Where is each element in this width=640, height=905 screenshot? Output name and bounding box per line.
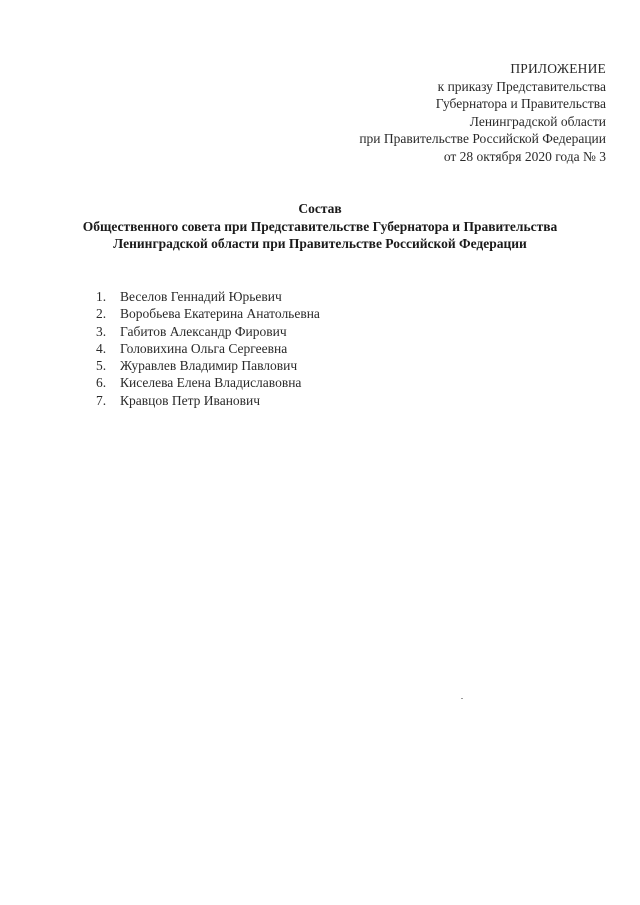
list-item-name: Воробьева Екатерина Анатольевна — [120, 306, 320, 322]
list-item-name: Габитов Александр Фирович — [120, 323, 287, 339]
appendix-line: Ленинградской области — [469, 113, 606, 129]
list-item — [96, 340, 320, 357]
list-item-number: 5. — [96, 358, 107, 374]
list-item-number: 1. — [96, 289, 107, 304]
list-item-number: 6. — [96, 375, 107, 391]
appendix-line: при Правительстве Российской Федерации — [359, 131, 606, 147]
appendix-line: к приказу Представительства — [437, 78, 606, 94]
appendix-block — [359, 60, 606, 166]
list-item — [96, 288, 320, 305]
list-item — [96, 305, 320, 322]
appendix-heading: ПРИЛОЖЕНИЕ — [510, 61, 606, 76]
list-item-name: Журавлев Владимир Павлович — [120, 358, 298, 374]
title-line: Ленинградской области при Правительстве Российской Федерации — [113, 236, 527, 251]
list-item — [96, 374, 320, 391]
appendix-line: Губернатора и Правительства — [435, 96, 606, 112]
list-item-name: Веселов Геннадий Юрьевич — [120, 289, 282, 304]
list-item-number: 3. — [96, 323, 107, 339]
document-title — [30, 200, 610, 253]
list-item — [96, 323, 320, 340]
title-line: Общественного совета при Представительстве Губернатора и Правительства — [82, 218, 558, 234]
list-item — [96, 392, 320, 409]
list-item-number: 4. — [96, 340, 107, 356]
appendix-line: от 28 октября 2020 года № 3 — [443, 148, 606, 164]
member-list — [96, 288, 320, 409]
list-item-name: Кравцов Петр Иванович — [120, 392, 261, 408]
list-item-name: Киселева Елена Владиславовна — [120, 375, 302, 391]
list-item — [96, 357, 320, 374]
list-item-number: 7. — [96, 392, 107, 408]
title-line: Состав — [298, 201, 342, 216]
list-item-number: 2. — [96, 306, 107, 322]
list-item-name: Головихина Ольга Сергеевна — [120, 340, 288, 356]
scan-speck — [461, 698, 463, 699]
